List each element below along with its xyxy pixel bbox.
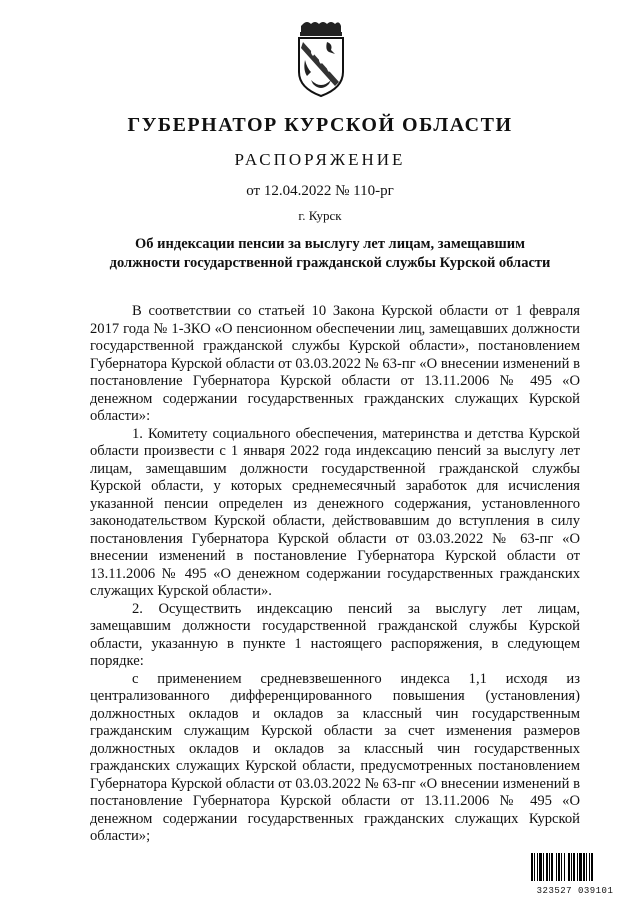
document-subject <box>95 235 565 273</box>
kursk-coat-of-arms-icon <box>291 20 351 100</box>
document-date-number: от 12.04.2022 № 110-рг <box>246 183 394 199</box>
body-paragraph: В соответствии со статьей 10 Закона Курской области от 1 февраля 2017 года № 1-ЗКО «О пенсионном обеспечении лиц, замещавших должности государственной гражданской службы Курской области», постановлением Губернатора Курской области от 03.03.2022 № 63-пг «О внесении изменений в постановление Губернатора Курской области от 13.11.2006 № 495 «О денежном содержании государственных гражданских служащих Курской области»: <box>90 303 580 424</box>
governor-title: ГУБЕРНАТОР КУРСКОЙ ОБЛАСТИ <box>127 114 513 136</box>
body-paragraph: 1. Комитету социального обеспечения, материнства и детства Курской области произвести с 1 января 2022 года индексацию пенсий за выслугу лет лицам, замещавшим должности государственной гражданской службы Курской области, у которых среднемесячный заработок для исчисления указанной пенсии определен из денежного содержания, установленного законодательством Курской области, действовавшим до вступления в силу постановления Губернатора Курской области от 03.03.2022 № 63-пг «О внесении изменений в постановление Губернатора Курской области от 13.11.2006 № 495 «О денежном содержании государственных гражданских служащих Курской области». <box>90 425 580 599</box>
document-city: г. Курск <box>298 208 342 223</box>
body-paragraph: с применением средневзвешенного индекса 1,1 исходя из централизованного дифференцированного повышения (установления) должностных окладов и окладов за классный чин государственным гражданским служащим Курской области за счет изменения размеров должностных окладов и окладов за классный чин государственных гражданских служащих Курской области, предусмотренных постановлением Губернатора Курской области от 03.03.2022 № 63-пг «О внесении изменений в постановление Губернатора Курской области от 13.11.2006 № 495 «О денежном содержании государственных гражданских служащих Курской области»; <box>90 670 580 844</box>
subject-line: Об индексации пенсии за выслугу лет лицам, замещавшим <box>135 236 525 252</box>
body-paragraph: 2. Осуществить индексацию пенсий за выслугу лет лицам, замещавшим должности государственной гражданской службы Курской области, указанную в пункте 1 настоящего распоряжения, в следующем порядке: <box>90 600 580 669</box>
barcode-number: 323527 039101 <box>536 886 614 896</box>
barcode-icon <box>530 853 620 881</box>
document-type: РАСПОРЯЖЕНИЕ <box>234 150 406 169</box>
document-body <box>90 303 580 846</box>
subject-line: должности государственной гражданской службы Курской области <box>109 255 551 271</box>
document-barcode <box>530 853 620 896</box>
